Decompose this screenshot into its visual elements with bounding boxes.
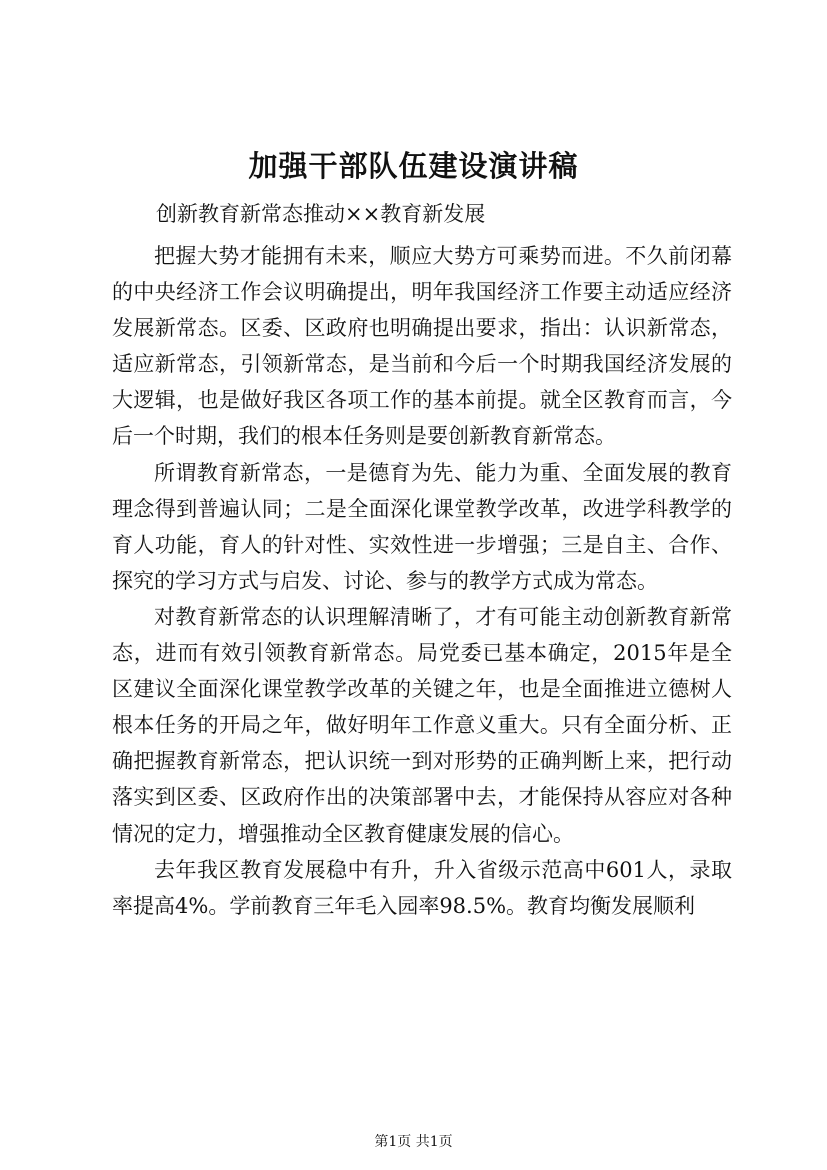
paragraph-1: 把握大势才能拥有未来，顺应大势方可乘势而进。不久前闭幕的中央经济工作会议明确提出，明年我国经济工作要主动适应经济发展新常态。区委、区政府也明确提出要求，指出：认识新常态，适应新常态，引领新常态，是当前和今后一个时期我国经济发展的大逻辑，也是做好我区各项工作的基本前提。就全区教育而言，今后一个时期，我们的根本任务则是要创新教育新常态。: [112, 244, 732, 449]
page-footer: 第1页 共1页: [374, 1134, 453, 1150]
document-body: [112, 238, 732, 924]
paragraph-4: 去年我区教育发展稳中有升，升入省级示范高中601人，录取率提高4%。学前教育三年毛入园率98.5%。教育均衡发展顺利: [112, 857, 732, 918]
document-subtitle: 创新教育新常态推动××教育新发展: [156, 202, 486, 226]
paragraph-2: 所谓教育新常态，一是德育为先、能力为重、全面发展的教育理念得到普遍认同；二是全面深化课堂教学改革，改进学科教学的育人功能，育人的针对性、实效性进一步增强；三是自主、合作、探究的学习方式与启发、讨论、参与的教学方式成为常态。: [112, 460, 732, 593]
paragraph-3: 对教育新常态的认识理解清晰了，才有可能主动创新教育新常态，进而有效引领教育新常态。局党委已基本确定，2015年是全区建议全面深化课堂教学改革的关键之年，也是全面推进立德树人根本任务的开局之年，做好明年工作意义重大。只有全面分析、正确把握教育新常态，把认识统一到对形势的正确判断上来，把行动落实到区委、区政府作出的决策部署中去，才能保持从容应对各种情况的定力，增强推动全区教育健康发展的信心。: [112, 604, 732, 846]
document-title: 加强干部队伍建设演讲稿: [248, 149, 579, 183]
